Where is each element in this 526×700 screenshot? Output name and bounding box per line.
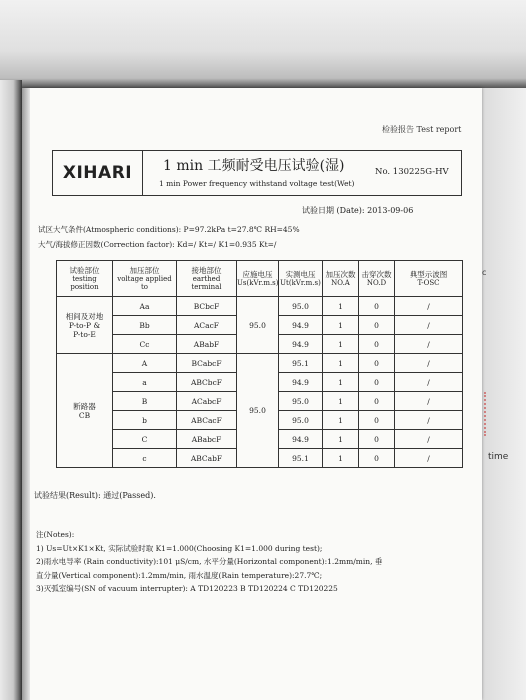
applied-cell: Aa: [113, 297, 177, 316]
applications-cell: 1: [323, 430, 359, 449]
earthed-cell: ABabcF: [177, 430, 237, 449]
oscillogram-cell: /: [395, 449, 463, 468]
applications-cell: 1: [323, 316, 359, 335]
test-results-table: [56, 260, 463, 468]
test-title-cn: 1 min 工频耐受电压试验(湿): [163, 158, 345, 174]
measured-voltage-cell: 94.9: [279, 316, 323, 335]
table-header-row: [57, 261, 463, 297]
adjacent-page-stamp: [484, 392, 500, 436]
page-binding-shadow: [22, 88, 30, 700]
earthed-cell: ACabcF: [177, 392, 237, 411]
earthed-cell: BCabcF: [177, 354, 237, 373]
measured-voltage-cell: 94.9: [279, 373, 323, 392]
measured-voltage-cell: 95.1: [279, 354, 323, 373]
header-cell: 击穿次数 NO.D: [359, 261, 395, 297]
oscillogram-cell: /: [395, 373, 463, 392]
applied-cell: Bb: [113, 316, 177, 335]
applications-cell: 1: [323, 392, 359, 411]
header-cell: 实测电压 Ut(kVr.m.s): [279, 261, 323, 297]
company-logo: XIHARI: [53, 151, 143, 195]
applications-cell: 1: [323, 297, 359, 316]
oscillogram-cell: /: [395, 316, 463, 335]
breakdowns-cell: 0: [359, 449, 395, 468]
measured-voltage-cell: 95.0: [279, 297, 323, 316]
earthed-cell: ABCbcF: [177, 373, 237, 392]
breakdowns-cell: 0: [359, 335, 395, 354]
applied-cell: a: [113, 373, 177, 392]
report-header: [52, 150, 462, 196]
test-result: 试验结果(Result): 通过(Passed).: [34, 491, 156, 500]
breakdowns-cell: 0: [359, 316, 395, 335]
notes-heading: 注(Notes):: [36, 530, 75, 539]
applications-cell: 1: [323, 449, 359, 468]
group-cell-phase: 相间及对地 P-to-P & P-to-E: [57, 297, 113, 354]
earthed-cell: ABCabF: [177, 449, 237, 468]
adjacent-page-text: c: [482, 268, 487, 277]
note-line: 直分量(Vertical component):1.2mm/min, 雨水温度(Rain temperature):27.7℃;: [36, 570, 323, 580]
note-line: 3)灭弧室编号(SN of vacuum interrupter): A TD120223 B TD120224 C TD120225: [36, 584, 338, 593]
applications-cell: 1: [323, 373, 359, 392]
applications-cell: 1: [323, 411, 359, 430]
oscillogram-cell: /: [395, 297, 463, 316]
required-voltage-cell: 95.0: [237, 354, 279, 468]
group-cell-breaker: 断路器 CB: [57, 354, 113, 468]
scan-background-left: [0, 80, 22, 700]
adjacent-page-text-2: time: [488, 452, 509, 462]
measured-voltage-cell: 95.0: [279, 392, 323, 411]
earthed-cell: ABabF: [177, 335, 237, 354]
header-cell: 接地部位 earthed terminal: [177, 261, 237, 297]
document-number: No. 130225G-HV: [375, 167, 449, 177]
table-row: [57, 354, 463, 373]
breakdowns-cell: 0: [359, 430, 395, 449]
note-line: 1) Us=Ut×K1×Kt, 实际试验时取 K1=1.000(Choosing K1=1.000 during test);: [36, 543, 323, 553]
applied-cell: c: [113, 449, 177, 468]
scan-background-top: [0, 0, 526, 92]
test-title-en: 1 min Power frequency withstand voltage test(Wet): [159, 179, 355, 188]
applied-cell: B: [113, 392, 177, 411]
applications-cell: 1: [323, 335, 359, 354]
oscillogram-cell: /: [395, 354, 463, 373]
required-voltage-cell: 95.0: [237, 297, 279, 354]
header-cell: 试验部位 testing position: [57, 261, 113, 297]
earthed-cell: ACacF: [177, 316, 237, 335]
measured-voltage-cell: 94.9: [279, 335, 323, 354]
note-line: 2)雨水电导率 (Rain conductivity):101 μS/cm, 水平分量(Horizontal component):1.2mm/min, 垂: [36, 557, 383, 566]
applied-cell: C: [113, 430, 177, 449]
measured-voltage-cell: 95.1: [279, 449, 323, 468]
earthed-cell: ABCacF: [177, 411, 237, 430]
applied-cell: Cc: [113, 335, 177, 354]
test-date: 试验日期 (Date): 2013-09-06: [302, 206, 414, 215]
report-tag: 检验报告 Test report: [382, 125, 462, 134]
oscillogram-cell: /: [395, 392, 463, 411]
applied-cell: b: [113, 411, 177, 430]
oscillogram-cell: /: [395, 430, 463, 449]
header-cell: 加压部位 voltage applied to: [113, 261, 177, 297]
applied-cell: A: [113, 354, 177, 373]
earthed-cell: BCbcF: [177, 297, 237, 316]
measured-voltage-cell: 94.9: [279, 430, 323, 449]
header-cell: 应施电压 Us(kVr.m.s): [237, 261, 279, 297]
oscillogram-cell: /: [395, 335, 463, 354]
breakdowns-cell: 0: [359, 392, 395, 411]
notes-section: [36, 528, 382, 596]
breakdowns-cell: 0: [359, 354, 395, 373]
breakdowns-cell: 0: [359, 411, 395, 430]
correction-factor: 大气/海拔修正因数(Correction factor): Kd=/ Kt=/ K1=0.935 Kt=/: [38, 240, 277, 249]
header-cell: 加压次数 NO.A: [323, 261, 359, 297]
measured-voltage-cell: 95.0: [279, 411, 323, 430]
applications-cell: 1: [323, 354, 359, 373]
atmospheric-conditions: 试区大气条件(Atmospheric conditions): P=97.2kPa t=27.8℃ RH=45%: [38, 225, 300, 234]
oscillogram-cell: /: [395, 411, 463, 430]
table-row: [57, 297, 463, 316]
report-page: [22, 88, 482, 700]
breakdowns-cell: 0: [359, 373, 395, 392]
header-cell: 典型示波图 T-OSC: [395, 261, 463, 297]
breakdowns-cell: 0: [359, 297, 395, 316]
